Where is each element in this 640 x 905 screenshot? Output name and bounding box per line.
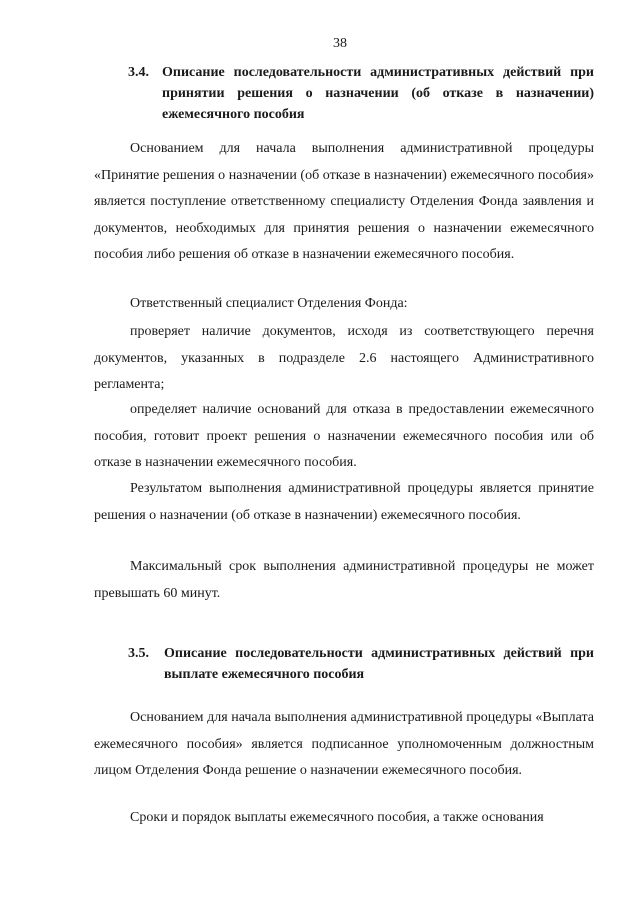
paragraph: Сроки и порядок выплаты ежемесячного пособия, а также основания [130,810,544,825]
section-number: 3.5. [128,646,149,661]
paragraph: Основанием для начала выполнения административной процедуры «Принятие решения о назначении (об отказе в назначении) ежемесячного пособия» является поступление ответственному специалисту Отделения Фонда заявления и документов, необходимых для принятия решения о назначении ежемесячного пособия либо решения об отказе в назначении ежемесячного пособия. [94,141,594,262]
section-heading-3-4 [94,62,594,125]
paragraph: Максимальный срок выполнения административной процедуры не может превышать 60 минут. [94,559,594,601]
section-title: Описание последовательности административных действий при принятии решения о назначении (об отказе в назначении) ежемесячного пособия [162,65,594,122]
paragraph: Результатом выполнения административной процедуры является принятие решения о назначении (об отказе в назначении) ежемесячного пособия. [94,481,594,523]
section-number: 3.4. [128,65,149,80]
paragraph: Ответственный специалист Отделения Фонда: [130,296,408,311]
section-title: Описание последовательности административных действий при выплате ежемесячного пособия [164,646,594,682]
paragraph: Основанием для начала выполнения административной процедуры «Выплата ежемесячного пособия» является подписанное уполномоченным должностным лицом Отделения Фонда решение о назначении ежемесячного пособия. [94,710,594,778]
page-number: 38 [333,36,347,51]
section-heading-3-5 [94,643,594,685]
paragraph: проверяет наличие документов, исходя из соответствующего перечня документов, указанных в подразделе 2.6 настоящего Административного регламента; [94,324,594,392]
paragraph: определяет наличие оснований для отказа в предоставлении ежемесячного пособия, готовит проект решения о назначении ежемесячного пособия или об отказе в назначении ежемесячного пособия. [94,402,594,470]
